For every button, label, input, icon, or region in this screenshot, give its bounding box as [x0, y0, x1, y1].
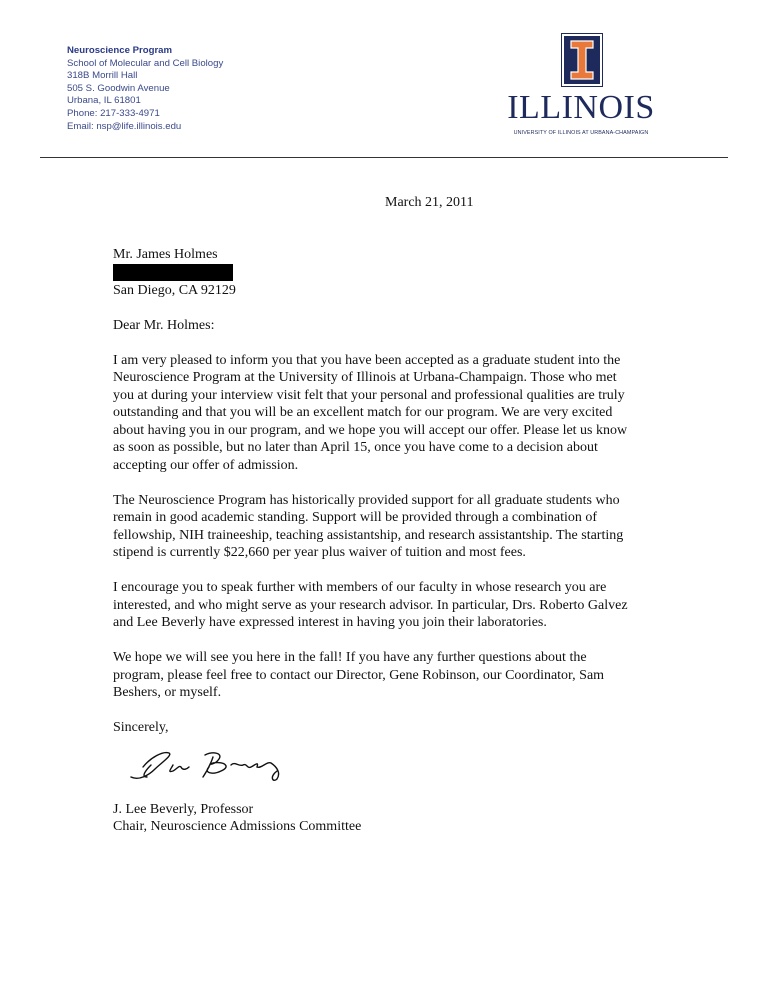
program-name: Neuroscience Program [67, 45, 173, 56]
salutation: Dear Mr. Holmes: [113, 317, 215, 333]
paragraph-closing-remarks: We hope we will see you here in the fall! If you have any further questions about the program, please feel free to contact our Director, Gene Robinson, our Coordinator, Sam Beshers, or myself. [113, 650, 605, 700]
logo-subtitle: UNIVERSITY OF ILLINOIS AT URBANA-CHAMPAIGN [513, 130, 649, 136]
recipient-name: Mr. James Holmes [113, 247, 218, 262]
signer-name: J. Lee Beverly, Professor [113, 801, 254, 817]
redacted-address [113, 264, 233, 281]
logo-wordmark: ILLINOIS [507, 89, 655, 126]
address-line: 318B Morrill Hall [67, 70, 138, 82]
closing: Sincerely, [113, 720, 169, 735]
letter-date: March 21, 2011 [385, 195, 474, 210]
address-line: School of Molecular and Cell Biology [67, 57, 224, 69]
email-line: Email: nsp@life.illinois.edu [67, 120, 182, 132]
letter-body [113, 246, 633, 836]
recipient-city: San Diego, CA 92129 [113, 282, 236, 298]
header-divider [40, 157, 728, 158]
paragraph-faculty: I encourage you to speak further with members of our faculty in whose research you are interested, and who might serve as your research advisor. In particular, Drs. Roberto Galvez and Lee Beverly have expressed interest in having you join their laboratories. [113, 580, 628, 630]
address-line: Urbana, IL 61801 [67, 95, 141, 107]
handwritten-signature [121, 743, 321, 787]
paragraph-acceptance: I am very pleased to inform you that you have been accepted as a graduate student into the Neuroscience Program at the University of Illinois at Urbana-Champaign. Those who met you at during your interview visit felt that your personal and professional qualities are truly outstanding and that you will be an excellent match for our program. We are very excited about having you in our program, and we hope you will accept our offer. Please let us know as soon as possible, but no later than April 15, once you have come to a decision about accepting our offer of admission. [113, 352, 628, 473]
block-i-icon [561, 33, 603, 87]
address-line: 505 S. Goodwin Avenue [67, 82, 170, 94]
phone-line: Phone: 217-333-4971 [67, 107, 160, 119]
signer-title: Chair, Neuroscience Admissions Committee [113, 819, 362, 834]
paragraph-support: The Neuroscience Program has historically provided support for all graduate students who remain in good academic standing. Support will be provided through a combination of fellowship, NIH traineeship, teaching assistantship, and research assistantship. The starting stipend is currently $22,660 per year plus waiver of tuition and most fees. [113, 492, 624, 560]
letterhead-address [67, 45, 223, 133]
